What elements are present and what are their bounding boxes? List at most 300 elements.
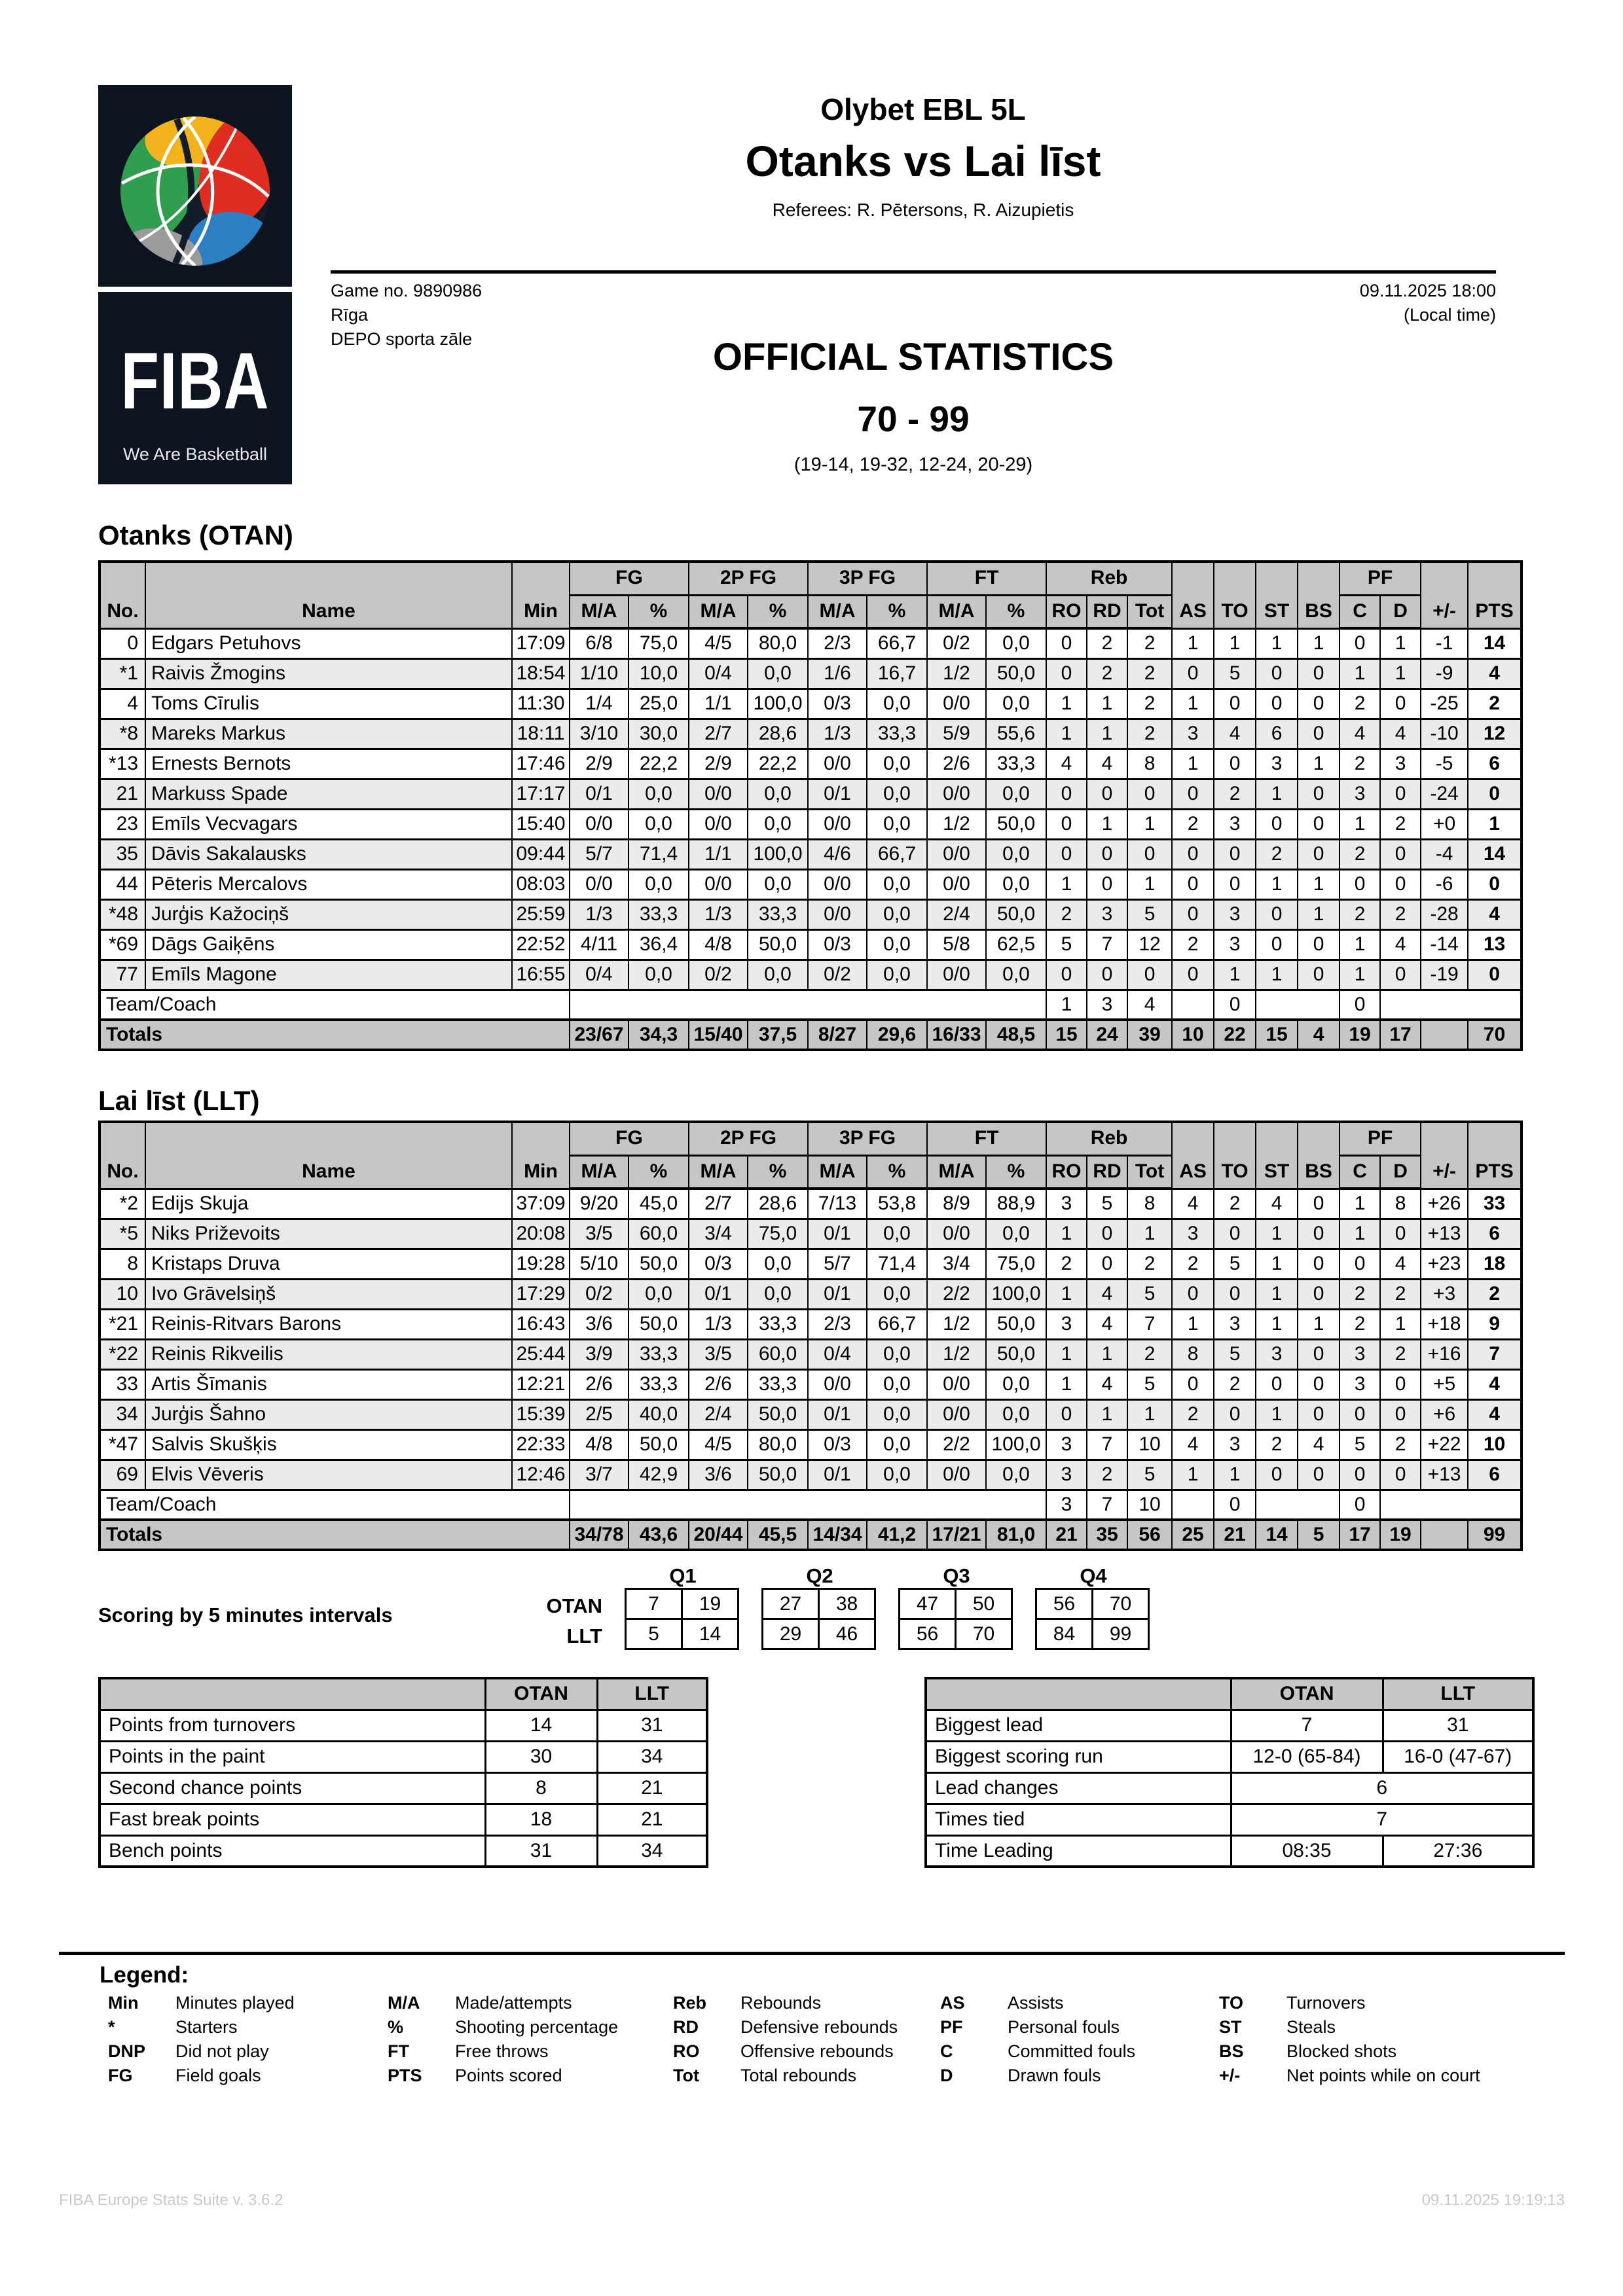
cell-rd: 1 [1087, 1339, 1127, 1369]
cell-ft-ma: 1/2 [927, 809, 986, 839]
cell-min: 18:54 [512, 658, 570, 689]
legend-entry [673, 2039, 898, 2064]
cell-p3-ma: 2/3 [808, 1309, 867, 1339]
cell-pts: 7 [1468, 1339, 1522, 1369]
interval-score-row [763, 1619, 875, 1649]
interval-score-cell: 14 [682, 1619, 739, 1649]
cell-ro: 0 [1046, 1399, 1087, 1429]
cell-ft-ma: 2/6 [927, 749, 986, 779]
col-header-bs: BS [1298, 562, 1340, 628]
totals-cell-st: 14 [1256, 1520, 1298, 1550]
totals-cell-p3-pct: 41,2 [867, 1520, 927, 1550]
cell-p3-ma: 0/0 [808, 869, 867, 899]
cell-p3-pct: 0,0 [867, 1339, 927, 1369]
cell-d: 4 [1380, 1249, 1421, 1279]
cell-st: 4 [1256, 1189, 1298, 1219]
totals-row [100, 1020, 1522, 1050]
cell-no: *1 [100, 658, 145, 689]
cell-name: Pēteris Mercalovs [145, 869, 512, 899]
player-row [100, 1219, 1522, 1249]
cell-fg-ma: 4/11 [570, 929, 629, 960]
cell-ft-ma: 0/0 [927, 1219, 986, 1249]
legend-column [940, 1991, 1135, 2088]
cell-min: 15:40 [512, 809, 570, 839]
cell-ft-ma: 0/0 [927, 689, 986, 719]
cell-st: 1 [1256, 779, 1298, 809]
cell-name: Markuss Spade [145, 779, 512, 809]
legend-description: Offensive rebounds [740, 2041, 894, 2061]
cell-no: *47 [100, 1429, 145, 1460]
totals-cell-p3-ma: 14/34 [808, 1520, 867, 1550]
cell-plus-minus: -9 [1421, 658, 1468, 689]
cell-no: 69 [100, 1460, 145, 1490]
summary-value-shared: 6 [1231, 1772, 1533, 1804]
cell-plus-minus: -14 [1421, 929, 1468, 960]
group-header-row [100, 1122, 1522, 1155]
cell-rd: 0 [1087, 779, 1127, 809]
totals-cell-rd: 35 [1087, 1520, 1127, 1550]
cell-ft-pct: 0,0 [986, 1460, 1046, 1490]
legend-description: Rebounds [740, 1993, 822, 2013]
cell-to: 4 [1214, 719, 1256, 749]
cell-name: Niks Priževoits [145, 1219, 512, 1249]
team2-stats-table-wrap [98, 1121, 1523, 1551]
cell-fg-pct: 50,0 [629, 1249, 689, 1279]
legend-column [1219, 1991, 1480, 2088]
cell-p3-ma: 0/3 [808, 1429, 867, 1460]
cell-min: 08:03 [512, 869, 570, 899]
cell-to: 2 [1214, 1189, 1256, 1219]
cell-p3-pct: 66,7 [867, 628, 927, 658]
cell-min: 09:44 [512, 839, 570, 869]
cell-fg-pct: 33,3 [629, 1339, 689, 1369]
cell-to: 5 [1214, 658, 1256, 689]
cell-p3-pct: 0,0 [867, 1399, 927, 1429]
cell-rd: 4 [1087, 1309, 1127, 1339]
cell-as: 1 [1172, 689, 1214, 719]
cell-name: Emīls Magone [145, 960, 512, 990]
team-coach-row [100, 1490, 1522, 1520]
cell-p3-pct: 71,4 [867, 1249, 927, 1279]
totals-row [100, 1520, 1522, 1550]
cell-to: 2 [1214, 779, 1256, 809]
cell-ro: 0 [1046, 658, 1087, 689]
cell-tot: 1 [1127, 1399, 1172, 1429]
totals-cell-plus-minus [1421, 1020, 1468, 1050]
col-header-ro: RO [1046, 595, 1087, 628]
cell-no: 23 [100, 809, 145, 839]
totals-cell-ft-pct: 48,5 [986, 1020, 1046, 1050]
cell-pts: 12 [1468, 719, 1522, 749]
cell-p3-pct: 0,0 [867, 1429, 927, 1460]
cell-d: 4 [1380, 719, 1421, 749]
totals-cell-as: 25 [1172, 1520, 1214, 1550]
col-header-pts: PTS [1468, 1122, 1522, 1189]
summary-header-row [100, 1678, 707, 1710]
totals-cell-fg-ma: 34/78 [570, 1520, 629, 1550]
cell-p2-pct: 33,3 [748, 1309, 808, 1339]
cell-bs: 0 [1298, 809, 1340, 839]
cell-ro: 4 [1046, 749, 1087, 779]
cell-p3-pct: 0,0 [867, 1279, 927, 1309]
footer-print-timestamp: 09.11.2025 19:19:13 [1421, 2191, 1565, 2209]
cell-ro: 0 [1046, 779, 1087, 809]
cell-rd: 1 [1087, 719, 1127, 749]
cell-p2-pct: 100,0 [748, 689, 808, 719]
col-header-as: AS [1172, 1122, 1214, 1189]
legend-description: Net points while on court [1286, 2066, 1480, 2085]
cell-p3-pct: 0,0 [867, 960, 927, 990]
cell-c: 2 [1340, 749, 1380, 779]
cell-p2-ma: 4/5 [689, 1429, 748, 1460]
game-venue: DEPO sporta zāle [331, 329, 473, 349]
player-row [100, 1399, 1522, 1429]
cell-pts: 18 [1468, 1249, 1522, 1279]
legend-abbr: DNP [108, 2041, 146, 2061]
legend-description: Committed fouls [1008, 2041, 1136, 2061]
cell-no: *69 [100, 929, 145, 960]
col-header-c: C [1340, 595, 1380, 628]
fiba-logo [98, 292, 292, 484]
cell-fg-pct: 40,0 [629, 1399, 689, 1429]
cell-d: 4 [1380, 929, 1421, 960]
cell-pts: 33 [1468, 1189, 1522, 1219]
summary-value-shared: 7 [1231, 1804, 1533, 1835]
team-coach-label: Team/Coach [100, 990, 570, 1020]
cell-d: 0 [1380, 779, 1421, 809]
cell-min: 19:28 [512, 1249, 570, 1279]
cell-to: 5 [1214, 1339, 1256, 1369]
player-row [100, 1249, 1522, 1279]
totals-cell-pts: 70 [1468, 1020, 1522, 1050]
cell-name: Toms Cīrulis [145, 689, 512, 719]
cell-fg-pct: 60,0 [629, 1219, 689, 1249]
cell-as: 1 [1172, 628, 1214, 658]
player-row [100, 1189, 1522, 1219]
legend-abbr: * [108, 2017, 115, 2037]
cell-no: *5 [100, 1219, 145, 1249]
cell-rd: 1 [1087, 689, 1127, 719]
cell-tot: 5 [1127, 1279, 1172, 1309]
summary-label: Time Leading [926, 1835, 1231, 1867]
cell-plus-minus: -19 [1421, 960, 1468, 990]
cell-rd: 2 [1087, 1460, 1127, 1490]
cell-rd: 4 [1087, 749, 1127, 779]
cell-ro: 1 [1046, 719, 1087, 749]
interval-score-cell: 29 [763, 1619, 819, 1649]
cell-ft-pct: 0,0 [986, 628, 1046, 658]
legend-description: Steals [1286, 2017, 1336, 2037]
player-row [100, 749, 1522, 779]
cell-to: 0 [1214, 990, 1256, 1020]
cell-rd: 1 [1087, 1399, 1127, 1429]
cell-c: 0 [1340, 628, 1380, 658]
cell-st: 1 [1256, 960, 1298, 990]
col-header-ma: M/A [808, 595, 867, 628]
legend-entry [388, 2064, 618, 2088]
col-header-ma: M/A [689, 1155, 748, 1189]
summary-value-llt: 34 [597, 1835, 707, 1867]
cell-ro: 3 [1046, 1490, 1087, 1520]
cell-as: 1 [1172, 1309, 1214, 1339]
totals-label: Totals [100, 1520, 570, 1550]
cell-fg-pct: 33,3 [629, 899, 689, 929]
group-header-pf: PF [1340, 562, 1421, 595]
stats-table-body [100, 1189, 1522, 1550]
cell-fg-pct: 0,0 [629, 1279, 689, 1309]
cell-ro: 1 [1046, 1339, 1087, 1369]
interval-score-row [1036, 1619, 1149, 1649]
col-header-plus-minus: +/- [1421, 562, 1468, 628]
col-header-as: AS [1172, 562, 1214, 628]
cell-no: 21 [100, 779, 145, 809]
cell-bs: 0 [1298, 1460, 1340, 1490]
cell-p2-ma: 3/6 [689, 1460, 748, 1490]
cell-ro: 3 [1046, 1309, 1087, 1339]
cell-st: 0 [1256, 1460, 1298, 1490]
col-header-pct: % [629, 1155, 689, 1189]
cell-p2-pct: 22,2 [748, 749, 808, 779]
cell-tot: 8 [1127, 1189, 1172, 1219]
cell-empty [1380, 990, 1522, 1020]
cell-p2-ma: 1/1 [689, 689, 748, 719]
cell-plus-minus: -6 [1421, 869, 1468, 899]
cell-to: 0 [1214, 1279, 1256, 1309]
group-header-2pfg: 2P FG [689, 1122, 808, 1155]
totals-cell-pts: 99 [1468, 1520, 1522, 1550]
cell-fg-pct: 0,0 [629, 779, 689, 809]
totals-cell-tot: 56 [1127, 1520, 1172, 1550]
cell-pts: 6 [1468, 1460, 1522, 1490]
cell-fg-ma: 6/8 [570, 628, 629, 658]
cell-bs: 0 [1298, 1339, 1340, 1369]
cell-name: Jurģis Kažociņš [145, 899, 512, 929]
cell-p3-pct: 0,0 [867, 689, 927, 719]
fiba-tagline: We Are Basketball [122, 444, 268, 464]
cell-tot: 0 [1127, 839, 1172, 869]
cell-ft-pct: 62,5 [986, 929, 1046, 960]
interval-score-cell: 5 [626, 1619, 682, 1649]
team2-title: Lai līst (LLT) [98, 1085, 260, 1116]
cell-rd: 0 [1087, 960, 1127, 990]
cell-to: 3 [1214, 809, 1256, 839]
cell-fg-ma: 2/6 [570, 1369, 629, 1399]
cell-ro: 1 [1046, 1279, 1087, 1309]
totals-cell-d: 17 [1380, 1020, 1421, 1050]
cell-fg-pct: 25,0 [629, 689, 689, 719]
col-header-to: TO [1214, 1122, 1256, 1189]
totals-cell-p2-pct: 45,5 [748, 1520, 808, 1550]
cell-ft-ma: 0/0 [927, 869, 986, 899]
cell-c: 2 [1340, 839, 1380, 869]
legend-entry [1219, 2015, 1480, 2039]
cell-ft-ma: 0/2 [927, 628, 986, 658]
cell-as: 2 [1172, 1249, 1214, 1279]
interval-score-row [900, 1619, 1012, 1649]
legend-description: Turnovers [1286, 1993, 1366, 2013]
lead-summary-table-wrap [924, 1677, 1535, 1868]
cell-ft-ma: 0/0 [927, 839, 986, 869]
cell-pts: 4 [1468, 1369, 1522, 1399]
totals-cell-c: 19 [1340, 1020, 1380, 1050]
legend-column [388, 1991, 618, 2088]
cell-rd: 1 [1087, 809, 1127, 839]
cell-min: 20:08 [512, 1219, 570, 1249]
cell-tot: 5 [1127, 899, 1172, 929]
cell-tot: 1 [1127, 869, 1172, 899]
cell-fg-pct: 0,0 [629, 869, 689, 899]
cell-bs: 0 [1298, 1219, 1340, 1249]
cell-st: 3 [1256, 1339, 1298, 1369]
cell-p3-pct: 0,0 [867, 929, 927, 960]
cell-no: 33 [100, 1369, 145, 1399]
cell-plus-minus: -4 [1421, 839, 1468, 869]
cell-ft-pct: 50,0 [986, 1339, 1046, 1369]
cell-c: 3 [1340, 779, 1380, 809]
cell-c: 1 [1340, 658, 1380, 689]
legend-description: Personal fouls [1008, 2017, 1120, 2037]
game-points-summary-table-wrap [98, 1677, 708, 1868]
cell-pts: 1 [1468, 809, 1522, 839]
cell-p2-pct: 75,0 [748, 1219, 808, 1249]
cell-plus-minus: +3 [1421, 1279, 1468, 1309]
cell-p2-pct: 28,6 [748, 1189, 808, 1219]
legend-abbr: C [940, 2041, 953, 2061]
cell-d: 0 [1380, 1399, 1421, 1429]
col-header-no: No. [100, 1122, 145, 1189]
cell-ft-ma: 2/2 [927, 1279, 986, 1309]
cell-rd: 0 [1087, 1249, 1127, 1279]
summary-value-otan: 30 [485, 1741, 597, 1772]
interval-score-cell: 19 [682, 1589, 739, 1619]
summary-row [926, 1804, 1533, 1835]
cell-ft-pct: 0,0 [986, 839, 1046, 869]
col-header-st: ST [1256, 1122, 1298, 1189]
cell-plus-minus: +22 [1421, 1429, 1468, 1460]
cell-bs: 0 [1298, 779, 1340, 809]
cell-empty [570, 990, 1046, 1020]
team1-title: Otanks (OTAN) [98, 520, 293, 550]
interval-score-cell: 70 [1093, 1589, 1149, 1619]
cell-p2-pct: 33,3 [748, 1369, 808, 1399]
col-header-to: TO [1214, 562, 1256, 628]
legend-title: Legend: [100, 1962, 189, 1988]
cell-p3-ma: 4/6 [808, 839, 867, 869]
cell-p3-pct: 0,0 [867, 809, 927, 839]
player-row [100, 779, 1522, 809]
col-header-min: Min [512, 562, 570, 628]
game-number: Game no. 9890986 [331, 281, 483, 300]
player-row [100, 1369, 1522, 1399]
cell-ft-pct: 0,0 [986, 960, 1046, 990]
cell-c: 5 [1340, 1429, 1380, 1460]
cell-name: Jurģis Šahno [145, 1399, 512, 1429]
cell-rd: 0 [1087, 869, 1127, 899]
cell-p3-ma: 0/1 [808, 1460, 867, 1490]
cell-p2-ma: 3/4 [689, 1219, 748, 1249]
totals-cell-p2-pct: 37,5 [748, 1020, 808, 1050]
summary-label: Lead changes [926, 1772, 1231, 1804]
cell-fg-pct: 50,0 [629, 1429, 689, 1460]
cell-tot: 5 [1127, 1369, 1172, 1399]
cell-ft-ma: 1/2 [927, 1309, 986, 1339]
cell-p2-ma: 2/4 [689, 1399, 748, 1429]
summary-row [100, 1804, 707, 1835]
cell-tot: 2 [1127, 628, 1172, 658]
cell-as [1172, 1490, 1214, 1520]
cell-p3-pct: 16,7 [867, 658, 927, 689]
cell-ro: 3 [1046, 1189, 1087, 1219]
player-row [100, 719, 1522, 749]
cell-no: *21 [100, 1309, 145, 1339]
cell-c: 0 [1340, 869, 1380, 899]
cell-p2-pct: 0,0 [748, 869, 808, 899]
legend-abbr: Min [108, 1993, 139, 2013]
legend-entry [673, 1991, 898, 2015]
summary-header-row [926, 1678, 1533, 1710]
summary-value-llt: 27:36 [1383, 1835, 1533, 1867]
cell-p3-pct: 0,0 [867, 1460, 927, 1490]
legend-description: Assists [1008, 1993, 1064, 2013]
cell-c: 1 [1340, 1189, 1380, 1219]
cell-to: 0 [1214, 749, 1256, 779]
cell-p2-ma: 0/0 [689, 809, 748, 839]
legend-description: Defensive rebounds [740, 2017, 898, 2037]
cell-tot: 12 [1127, 929, 1172, 960]
cell-ft-pct: 50,0 [986, 1309, 1046, 1339]
document-title: OFFICIAL STATISTICS [712, 336, 1114, 378]
legend-column [673, 1991, 898, 2088]
summary-value-otan: 08:35 [1231, 1835, 1383, 1867]
cell-plus-minus: -5 [1421, 749, 1468, 779]
quarter-header-q1: Q1 [669, 1564, 697, 1587]
cell-p2-pct: 60,0 [748, 1339, 808, 1369]
cell-as: 2 [1172, 1399, 1214, 1429]
matchup-title: Otanks vs Lai līst [745, 137, 1101, 185]
footer-app-version: FIBA Europe Stats Suite v. 3.6.2 [59, 2191, 283, 2209]
cell-to: 3 [1214, 1429, 1256, 1460]
totals-cell-to: 22 [1214, 1020, 1256, 1050]
cell-p3-ma: 0/4 [808, 1339, 867, 1369]
quarter-header-q2: Q2 [806, 1564, 833, 1587]
summary-row [926, 1710, 1533, 1741]
cell-st: 1 [1256, 1399, 1298, 1429]
totals-cell-p2-ma: 15/40 [689, 1020, 748, 1050]
cell-ft-ma: 1/2 [927, 1339, 986, 1369]
quarter-header-q4: Q4 [1080, 1564, 1107, 1587]
cell-rd: 5 [1087, 1189, 1127, 1219]
col-header-plus-minus: +/- [1421, 1122, 1468, 1189]
cell-fg-ma: 0/0 [570, 809, 629, 839]
group-header-3pfg: 3P FG [808, 1122, 927, 1155]
cell-c: 3 [1340, 1369, 1380, 1399]
summary-label: Points in the paint [100, 1741, 485, 1772]
group-header-2pfg: 2P FG [689, 562, 808, 595]
interval-score-cell: 47 [900, 1589, 956, 1619]
cell-tot: 5 [1127, 1460, 1172, 1490]
totals-cell-ro: 21 [1046, 1520, 1087, 1550]
cell-ft-pct: 33,3 [986, 749, 1046, 779]
cell-bs: 1 [1298, 628, 1340, 658]
interval-score-cell: 7 [626, 1589, 682, 1619]
cell-bs: 0 [1298, 1249, 1340, 1279]
group-header-ft: FT [927, 1122, 1046, 1155]
cell-ro: 3 [1046, 1429, 1087, 1460]
cell-name: Ernests Bernots [145, 749, 512, 779]
cell-fg-pct: 0,0 [629, 809, 689, 839]
summary-value-otan: 31 [485, 1835, 597, 1867]
col-header-min: Min [512, 1122, 570, 1189]
